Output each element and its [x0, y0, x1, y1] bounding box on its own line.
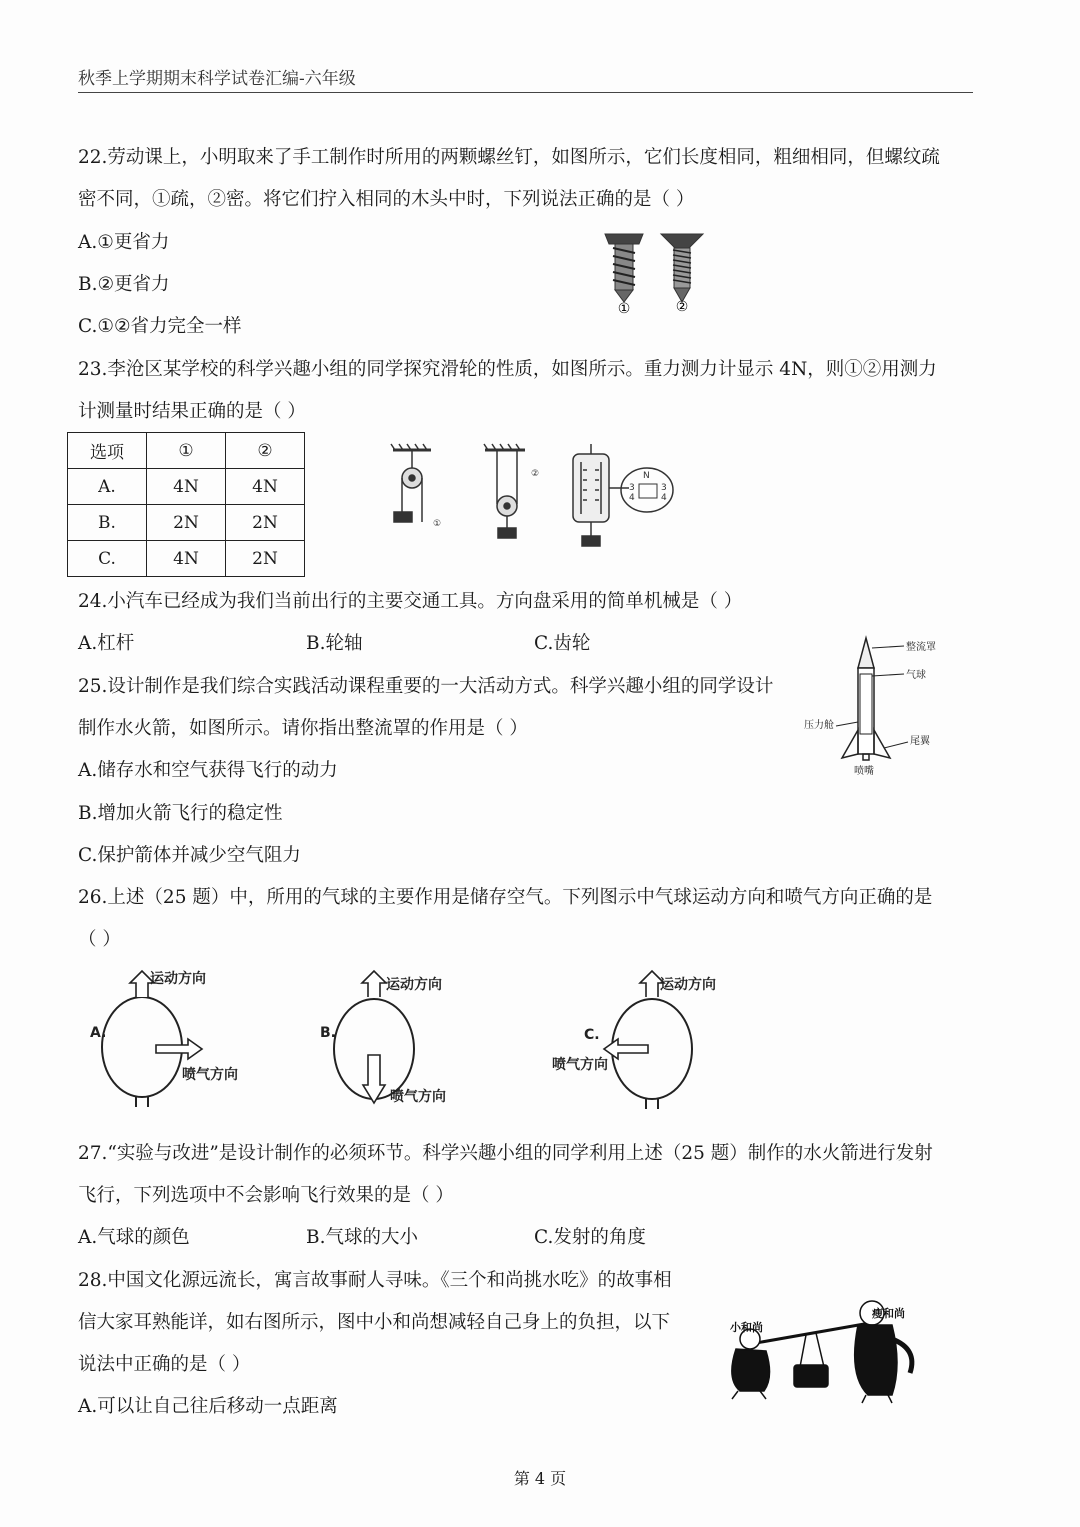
fig-a-motion: 运动方向	[150, 971, 206, 987]
q22-screws-figure	[595, 228, 715, 320]
table-cell: 4N	[147, 469, 226, 505]
q28-stem-line2: 信大家耳熟能详，如右图所示，图中小和尚想减轻自己身上的负担，以下	[78, 1312, 671, 1333]
q22-option-b: B.②更省力	[78, 274, 170, 295]
table-cell: 2N	[226, 505, 305, 541]
fig-c-motion: 运动方向	[660, 977, 716, 993]
q23-stem-line1: 23.李沧区某学校的科学兴趣小组的同学探究滑轮的性质，如图所示。重力测力计显示 4N，则①②用测力	[78, 359, 937, 380]
table-cell: A.	[68, 469, 147, 505]
q22-fig-label-1: ①	[617, 301, 631, 317]
rocket-label-nozzle: 喷嘴	[854, 766, 874, 777]
table-cell: 2N	[147, 505, 226, 541]
fig-b-jet: 喷气方向	[390, 1089, 446, 1105]
q28-option-a: A.可以让自己往后移动一点距离	[78, 1396, 338, 1417]
q25-option-b: B.增加火箭飞行的稳定性	[78, 803, 283, 824]
q25-stem-line1: 25.设计制作是我们综合实践活动课程重要的一大活动方式。科学兴趣小组的同学设计	[78, 676, 774, 697]
q28-stem-line1: 28.中国文化源远流长，寓言故事耐人寻味。《三个和尚挑水吃》的故事相	[78, 1270, 672, 1291]
q28-monks-figure	[720, 1295, 940, 1410]
q22-stem-line2: 密不同，①疏，②密。将它们拧入相同的木头中时，下列说法正确的是（ ）	[78, 189, 695, 210]
q28-label-small-monk: 小和尚	[730, 1321, 763, 1334]
q24-option-a: A.杠杆	[78, 633, 135, 654]
scale-tick-right-4: 4	[661, 493, 667, 503]
header-divider	[78, 92, 973, 93]
table-row	[68, 541, 305, 577]
table-header-cell: ①	[147, 433, 226, 469]
table-header-cell: 选项	[68, 433, 147, 469]
fig-a-jet: 喷气方向	[182, 1067, 238, 1083]
q23-pulley-figure	[385, 440, 685, 550]
q25-rocket-figure	[800, 630, 960, 780]
rocket-label-balloon: 气球	[906, 670, 926, 681]
q28-label-big-monk: 瘦和尚	[872, 1307, 905, 1320]
screw-dense-thread	[661, 234, 703, 302]
q25-option-a: A.储存水和空气获得飞行的动力	[78, 760, 338, 781]
q23-fig-label-2: ②	[531, 469, 540, 479]
q24-option-c: C.齿轮	[534, 633, 591, 654]
table-cell: 4N	[226, 469, 305, 505]
rocket-label-fins: 尾翼	[910, 736, 930, 747]
q23-options-table	[67, 432, 305, 577]
rocket-label-pressure: 压力舱	[804, 720, 834, 731]
fig-b-motion: 运动方向	[386, 977, 442, 993]
table-row	[68, 469, 305, 505]
q22-option-a: A.①更省力	[78, 232, 170, 253]
q25-stem-line2: 制作水火箭，如图所示。请你指出整流罩的作用是（ ）	[78, 718, 528, 739]
q22-fig-label-2: ②	[675, 299, 689, 315]
table-cell: 4N	[147, 541, 226, 577]
q23-fig-label-1: ①	[433, 519, 442, 529]
q27-stem-line2: 飞行，下列选项中不会影响飞行效果的是（ ）	[78, 1185, 454, 1206]
q27-stem-line1: 27.“实验与改进”是设计制作的必须环节。科学兴趣小组的同学利用上述（25 题）制作的水火箭进行发射	[78, 1143, 933, 1164]
scale-tick-left-3: 3	[629, 483, 635, 493]
scale-tick-left-4: 4	[629, 493, 635, 503]
rocket-label-fairing: 整流罩	[906, 642, 936, 653]
fig-a-letter: A.	[90, 1025, 107, 1041]
fig-c-jet: 喷气方向	[552, 1057, 608, 1073]
q26-balloon-figures	[80, 965, 740, 1115]
page-header: 秋季上学期期末科学试卷汇编-六年级	[78, 69, 356, 89]
q23-stem-line2: 计测量时结果正确的是（ ）	[78, 401, 306, 422]
q24-stem: 24.小汽车已经成为我们当前出行的主要交通工具。方向盘采用的简单机械是（ ）	[78, 591, 743, 612]
table-cell: 2N	[226, 541, 305, 577]
scale-tick-right-3: 3	[661, 483, 667, 493]
table-cell: B.	[68, 505, 147, 541]
q24-option-b: B.轮轴	[306, 633, 363, 654]
table-header-cell: ②	[226, 433, 305, 469]
q22-stem-line1: 22.劳动课上，小明取来了手工制作时所用的两颗螺丝钉，如图所示，它们长度相同，粗细相同，但螺纹疏	[78, 147, 940, 168]
table-row	[68, 505, 305, 541]
q27-option-c: C.发射的角度	[534, 1227, 646, 1248]
table-cell: C.	[68, 541, 147, 577]
fig-c-letter: C.	[584, 1027, 600, 1043]
page-footer: 第 4 页	[513, 1469, 567, 1488]
q26-stem-line2: （ ）	[78, 929, 121, 950]
q26-stem-line1: 26.上述（25 题）中，所用的气球的主要作用是储存空气。下列图示中气球运动方向和喷气方向正确的是	[78, 887, 933, 908]
fig-b-letter: B.	[320, 1025, 336, 1041]
scale-unit-label: N	[643, 471, 650, 481]
screw-sparse-thread	[605, 234, 643, 302]
table-header-row	[68, 433, 305, 469]
q28-stem-line3: 说法中正确的是（ ）	[78, 1354, 251, 1375]
q27-option-b: B.气球的大小	[306, 1227, 418, 1248]
q25-option-c: C.保护箭体并减少空气阻力	[78, 845, 301, 866]
q27-option-a: A.气球的颜色	[78, 1227, 190, 1248]
q22-option-c: C.①②省力完全一样	[78, 316, 242, 337]
